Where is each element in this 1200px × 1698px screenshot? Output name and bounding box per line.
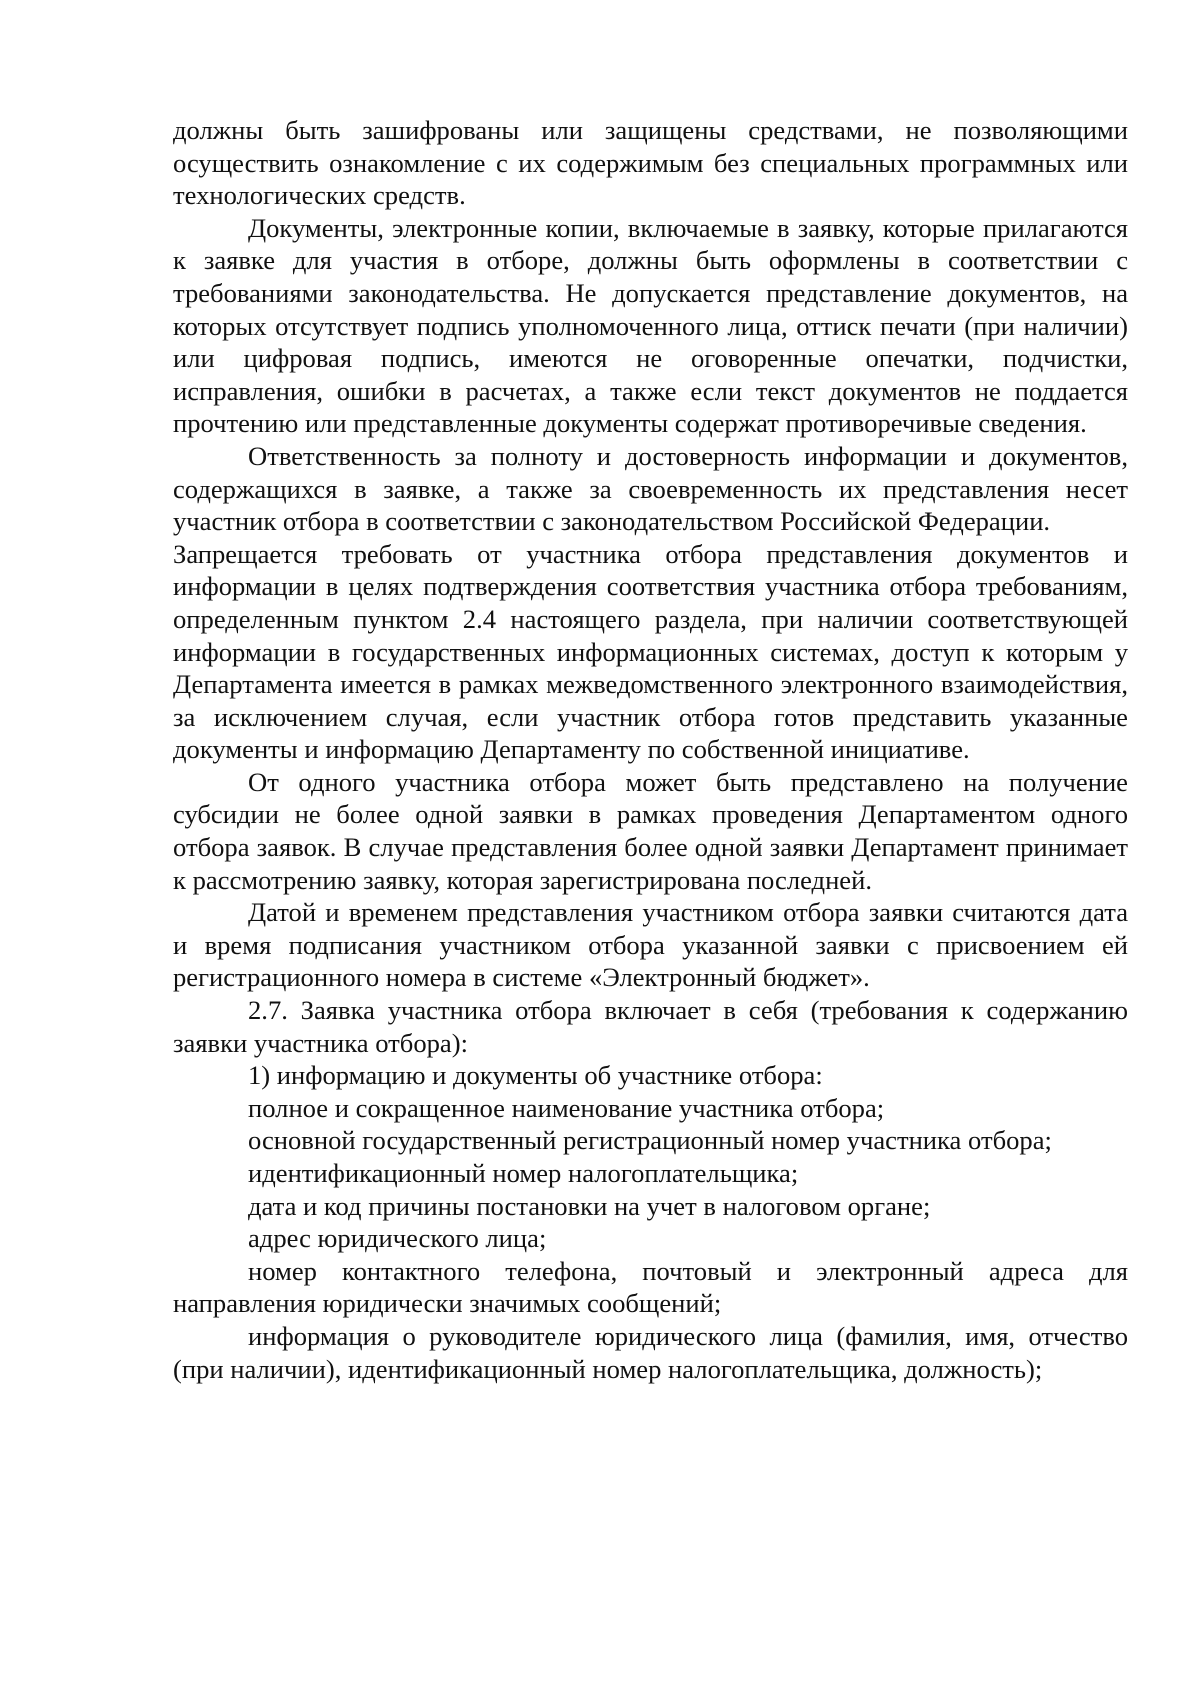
list-item-full-name: полное и сокращенное наименование участника отбора; bbox=[248, 1092, 885, 1123]
paragraph-document-requirements: Документы, электронные копии, включаемые в заявку, которые прилагаются к заявке для участия в отборе, должны быть оформлены в соответствии с требованиями законодательства. Не допускается представление документов, на которых отсутствует подпись уполномоченного лица, оттиск печати (при наличии) или цифровая подпись, имеются не оговоренные опечатки, подчистки, исправления, ошибки в расчетах, а также если текст документов не поддается прочтению или представленные документы содержат противоречивые сведения. bbox=[173, 212, 1128, 439]
paragraph-head-info: информация о руководителе юридического лица (фамилия, имя, отчество (при наличии), идентификационный номер налогоплательщика, должность); bbox=[173, 1320, 1128, 1384]
paragraph-single-application: От одного участника отбора может быть представлено на получение субсидии не более одной заявки в рамках проведения Департаментом одного отбора заявок. В случае представления более одной заявки Департамент принимает к рассмотрению заявку, которая зарегистрирована последней. bbox=[173, 766, 1128, 895]
paragraph-submission-date: Датой и временем представления участником отбора заявки считаются дата и время подписания участником отбора указанной заявки с присвоением ей регистрационного номера в системе «Электронный бюджет». bbox=[173, 897, 1128, 993]
list-item-legal-address: адрес юридического лица; bbox=[248, 1223, 547, 1254]
paragraph-responsibility: Ответственность за полноту и достоверность информации и документов, содержащихся в заявке, а также за своевременность их представления несет участник отбора в соответствии с законодательством Российской Федерации. bbox=[173, 440, 1128, 537]
paragraph-contacts: номер контактного телефона, почтовый и электронный адреса для направления юридически значимых сообщений; bbox=[173, 1255, 1128, 1319]
paragraph-section-2-7: 2.7. Заявка участника отбора включает в себя (требования к содержанию заявки участника отбора): bbox=[173, 995, 1128, 1058]
paragraph-encryption-continuation: должны быть зашифрованы или защищены средствами, не позволяющими осуществить ознакомление с их содержимым без специальных программных или технологических средств. bbox=[173, 115, 1128, 211]
list-item-participant-info: 1) информацию и документы об участнике отбора: bbox=[248, 1060, 823, 1091]
list-item-ogrn: основной государственный регистрационный номер участника отбора; bbox=[248, 1125, 1052, 1156]
paragraph-prohibition: Запрещается требовать от участника отбора представления документов и информации в целях подтверждения соответствия участника отбора требованиям, определенным пунктом 2.4 настоящего раздела, при наличии соответствующей информации в государственных информационных системах, доступ к которым у Департамента имеется в рамках межведомственного электронного взаимодействия, за исключением случая, если участник отбора готов представить указанные документы и информацию Департаменту по собственной инициативе. bbox=[173, 538, 1128, 765]
list-item-inn: идентификационный номер налогоплательщика; bbox=[248, 1158, 799, 1188]
list-item-kpp: дата и код причины постановки на учет в налоговом органе; bbox=[248, 1190, 931, 1221]
document-page bbox=[173, 114, 1128, 1385]
